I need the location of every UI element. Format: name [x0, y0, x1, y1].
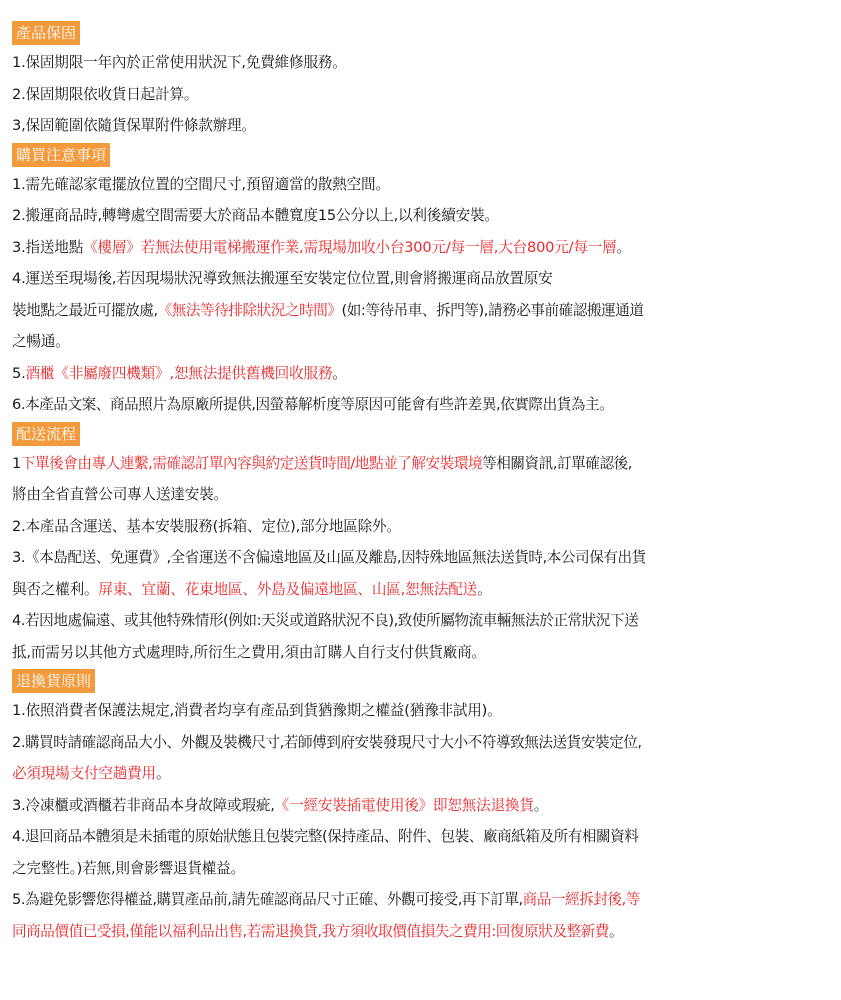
delivery-item-4-line-1: 4.若因地處偏遠、或其他特殊情形(例如:天災或道路狀況不良),致使所屬物流車輛無法於正常狀況下送	[12, 612, 639, 629]
delivery-item-4-line-2: 抵,而需另以其他方式處理時,所衍生之費用,須由訂購人自行支付供貨廠商。	[12, 643, 486, 661]
note-5-end: 。	[332, 364, 347, 382]
delivery-1-contact-note: 下單後會由專人連繫,需確認訂單內容與約定送貨時間/地點並了解安裝環境	[20, 454, 483, 472]
delivery-3-part-a: 與否之權利。	[12, 580, 99, 598]
delivery-3-excluded-areas: 屏東、宜蘭、花東地區、外島及偏遠地區、山區,恕無法配送	[98, 580, 478, 598]
purchase-notes-header: 購買注意事項	[12, 143, 110, 167]
delivery-header: 配送流程	[12, 422, 80, 446]
returns-5-value-loss-fee: 同商品價值已受損,僅能以福利品出售,若需退換貨,我方須收取價值損失之費用:回復原狀及整新費	[12, 922, 609, 940]
note-5-recycle-warning: 酒櫃《非屬廢四機類》,恕無法提供舊機回收服務	[25, 364, 333, 382]
note-3-end: 。	[616, 238, 631, 256]
returns-3-lead: 3.冷凍櫃或酒櫃若非商品本身故障或瑕疵,	[12, 796, 275, 814]
returns-3-no-return-warning: 《一經安裝插電使用後》即恕無法退換貨	[274, 796, 534, 814]
returns-2-end: 。	[155, 765, 171, 782]
warranty-header: 產品保固	[12, 21, 80, 45]
delivery-item-3-line-2	[12, 574, 829, 606]
delivery-item-1-line-2: 將由全省直營公司專人送達安裝。	[12, 486, 228, 503]
returns-5-end: 。	[608, 922, 624, 940]
returns-item-1: 1.依照消費者保護法規定,消費者均享有產品到貨猶豫期之權益(猶豫非試用)。	[12, 702, 502, 719]
note-item-4-line-1: 4.運送至現場後,若因現場狀況導致無法搬運至安裝定位位置,則會將搬運商品放置原安	[12, 270, 553, 287]
warranty-item-1: 1.保固期限一年內於正常使用狀況下,免費維修服務。	[12, 54, 347, 71]
returns-header: 退換貨原則	[12, 669, 95, 693]
note-4-part-a: 裝地點之最近可擺放處,	[12, 301, 158, 319]
note-3-floor-fee: 《樓層》若無法使用電梯搬運作業,需現場加收小台300元/每一層,大台800元/每一層	[83, 238, 617, 256]
returns-5-lead: 5.為避免影響您得權益,購買產品前,請先確認商品尺寸正確、外觀可接受,再下訂單,	[12, 891, 523, 908]
returns-5-unboxed-warning: 商品一經拆封後,等	[522, 891, 641, 908]
warranty-item-2: 2.保固期限依收貨日起計算。	[12, 85, 199, 103]
note-5-lead: 5.	[12, 364, 26, 382]
returns-item-5-line-2	[12, 916, 829, 948]
returns-2-empty-trip-fee: 必須現場支付空趟費用	[12, 765, 156, 782]
note-item-2: 2.搬運商品時,轉彎處空間需要大於商品本體寬度15公分以上,以利後續安裝。	[12, 207, 499, 224]
note-item-6: 6.本產品文案、商品照片為原廠所提供,因螢幕解析度等原因可能會有些許差異,依實際出貨為主。	[12, 396, 614, 413]
delivery-item-3-line-1: 3.《本島配送、免運費》,全省運送不含偏遠地區及山區及離島,因特殊地區無法送貨時,本公司保有出貨	[12, 549, 646, 566]
delivery-item-1-line-1	[12, 448, 829, 480]
returns-item-2-line-1: 2.購買時請確認商品大小、外觀及裝機尺寸,若師傅到府安裝發現尺寸大小不符導致無法送貨安裝定位,	[12, 733, 642, 751]
delivery-3-end: 。	[477, 580, 492, 598]
returns-item-2-line-2	[12, 758, 829, 790]
note-item-1: 1.需先確認家電擺放位置的空間尺寸,預留適當的散熱空間。	[12, 175, 390, 193]
note-4-part-c: (如:等待吊車、拆門等),請務必事前確認搬運通道	[341, 301, 644, 319]
note-item-4-line-3: 之暢通。	[12, 333, 70, 350]
note-3-lead: 3.指送地點	[12, 238, 84, 256]
delivery-1-lead: 1	[12, 454, 21, 472]
note-4-wait-warning: 《無法等待排除狀況之時間》	[157, 301, 342, 319]
returns-item-4-line-1: 4.退回商品本體須是未插電的原始狀態且包裝完整(保持產品、附件、包裝、廠商紙箱及所有相關資料	[12, 828, 639, 845]
warranty-item-3: 3,保固範圍依隨貨保單附件條款辦理。	[12, 117, 256, 134]
delivery-1-tail: 等相關資訊,訂單確認後,	[482, 454, 632, 472]
note-item-3	[12, 232, 829, 264]
delivery-item-2: 2.本產品含運送、基本安裝服務(拆箱、定位),部分地區除外。	[12, 517, 401, 535]
returns-item-5-line-1	[12, 884, 829, 916]
returns-item-3	[12, 790, 829, 822]
returns-item-4-line-2: 之完整性。)若無,則會影響退貨權益。	[12, 859, 245, 877]
note-item-5	[12, 358, 829, 390]
note-item-4-line-2	[12, 295, 829, 327]
returns-3-end: 。	[533, 796, 549, 814]
